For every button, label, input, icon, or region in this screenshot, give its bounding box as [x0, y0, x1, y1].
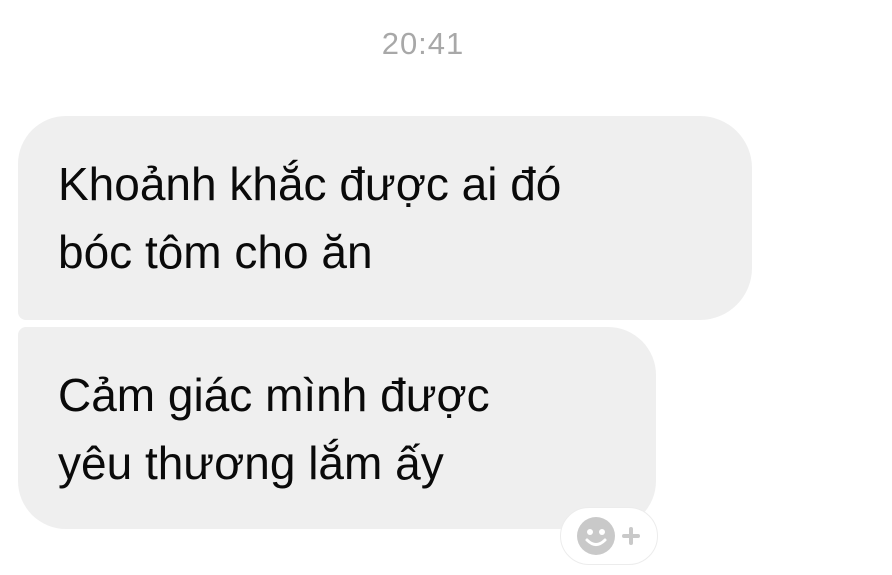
plus-icon: [620, 525, 642, 547]
message-line: Cảm giác mình được: [58, 369, 490, 421]
message-line: Khoảnh khắc được ai đó: [58, 158, 562, 210]
message-line: yêu thương lắm ấy: [58, 437, 444, 489]
message-line: bóc tôm cho ăn: [58, 226, 373, 278]
message-bubble[interactable]: [18, 327, 656, 529]
smiley-icon: [576, 516, 616, 556]
message-timestamp: 20:41: [381, 26, 465, 61]
message-bubble[interactable]: [18, 116, 752, 320]
add-reaction-button[interactable]: [560, 507, 658, 565]
